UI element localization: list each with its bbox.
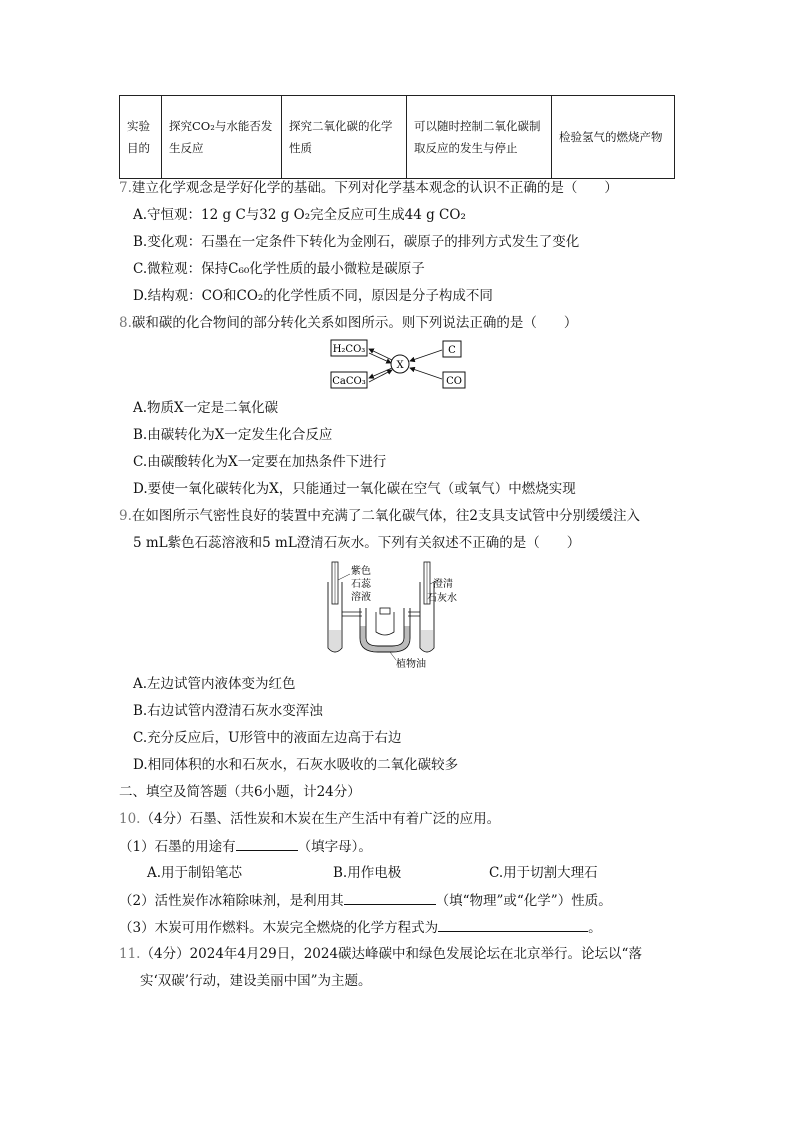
experiment-table xyxy=(119,95,675,179)
q8-option-d: D.要使一氧化碳转化为X，只能通过一氧化碳在空气（或氧气）中燃烧实现 xyxy=(133,481,576,497)
question-10-stem xyxy=(119,809,500,829)
q10-sub1-option-a: A.用于制铅笔芯 xyxy=(147,865,243,881)
table-cell-purpose-label: 实验目的 xyxy=(120,96,162,179)
q7-option-d: D.结构观：CO和CO₂的化学性质不同，原因是分子构成不同 xyxy=(133,288,493,304)
q10-sub3 xyxy=(119,917,602,938)
table-cell-1: 探究CO₂与水能否发生反应 xyxy=(162,96,282,179)
q10-sub1-option-c: C.用于切割大理石 xyxy=(489,865,598,881)
u-tube-apparatus-figure xyxy=(320,560,470,670)
q9-option-c: C.充分反应后，U形管中的液面左边高于右边 xyxy=(133,730,402,746)
q10-sub2 xyxy=(119,890,612,911)
table-cell-4: 检验氢气的燃烧产物 xyxy=(552,96,675,179)
question-8-stem xyxy=(119,313,577,333)
q10-sub2-blank[interactable] xyxy=(344,890,436,905)
table-cell-3: 可以随时控制二氧化碳制取反应的发生与停止 xyxy=(407,96,552,179)
q7-option-c: C.微粒观：保持C₆₀化学性质的最小微粒是碳原子 xyxy=(133,261,425,277)
question-7-text: 建立化学观念是学好化学的基础。下列对化学基本观念的认识不正确的是（ ） xyxy=(131,180,618,196)
arrow-caco3-to-x xyxy=(369,370,392,382)
label-limewater-2: 石灰水 xyxy=(427,593,457,604)
left-side-arm xyxy=(342,612,362,616)
arrow-co-to-x xyxy=(410,368,442,379)
arrow-c-to-x xyxy=(410,350,442,361)
question-11-text-1: （4分）2024年4月29日，2024碳达峰碳中和绿色发展论坛在北京举行。论坛以“落 xyxy=(140,946,642,962)
q10-sub1 xyxy=(119,836,372,857)
question-9-text-1: 在如图所示气密性良好的装置中充满了二氧化碳气体，往2支具支试管中分别缓缓注入 xyxy=(131,508,640,524)
label-litmus-1: 紫色 xyxy=(351,566,371,577)
q7-option-b: B.变化观：石墨在一定条件下转化为金刚石，碳原子的排列方式发生了变化 xyxy=(133,234,580,250)
question-7-number: 7. xyxy=(119,180,132,196)
q9-option-b: B.右边试管内澄清石灰水变浑浊 xyxy=(133,703,323,719)
label-vegetable-oil: 植物油 xyxy=(396,659,426,670)
q8-option-c: C.由碳酸转化为X一定要在加热条件下进行 xyxy=(133,454,387,470)
co-label: CO xyxy=(446,376,462,387)
caco3-label: CaCO₃ xyxy=(332,376,366,387)
question-11-text-2: 实‘双碳’行动，建设美丽中国”为主题。 xyxy=(140,973,372,989)
vegetable-oil xyxy=(361,626,410,652)
q9-option-a: A.左边试管内液体变为红色 xyxy=(133,676,296,692)
label-limewater-1: 澄清 xyxy=(433,579,453,590)
q8-option-b: B.由碳转化为X一定发生化合反应 xyxy=(133,427,333,443)
question-11-stem xyxy=(119,944,642,964)
question-10-number: 10. xyxy=(119,811,141,827)
q10-sub1-blank[interactable] xyxy=(236,836,298,851)
question-8-text: 碳和碳的化合物间的部分转化关系如图所示。则下列说法正确的是（ ） xyxy=(131,315,578,331)
table-cell-2: 探究二氧化碳的化学性质 xyxy=(282,96,407,179)
question-9-stem xyxy=(119,506,640,526)
q9-option-d: D.相同体积的水和石灰水，石灰水吸收的二氧化碳较多 xyxy=(133,757,459,773)
question-7-stem xyxy=(119,178,618,198)
q10-sub3-text: （3）木炭可用作燃料。木炭完全燃烧的化学方程式为 xyxy=(119,920,439,936)
section-2-title: 二、填空及简答题（共6小题，计24分） xyxy=(119,784,361,800)
question-10-text: （4分）石墨、活性炭和木炭在生产生活中有着广泛的应用。 xyxy=(140,811,501,827)
q10-sub1-text: （1）石墨的用途有 xyxy=(119,839,236,855)
carbon-conversion-diagram xyxy=(325,336,470,392)
q10-sub2-text: （2）活性炭作冰箱除味剂，是利用其 xyxy=(119,893,344,909)
question-8-number: 8. xyxy=(119,315,132,331)
q10-sub3-tail: 。 xyxy=(588,920,602,936)
question-11-number: 11. xyxy=(119,946,141,962)
q10-sub1-tail: （填字母）。 xyxy=(297,839,372,855)
q7-option-a: A.守恒观：12 g C与32 g O₂完全反应可生成44 g CO₂ xyxy=(133,207,466,223)
c-label: C xyxy=(448,345,456,356)
h2co3-label: H₂CO₃ xyxy=(332,344,366,355)
question-9-text-2: 5 mL紫色石蕊溶液和5 mL澄清石灰水。下列有关叙述不正确的是（ ） xyxy=(133,535,581,551)
q10-sub1-option-b: B.用作电极 xyxy=(333,865,402,881)
q10-sub3-blank[interactable] xyxy=(438,917,588,932)
arrow-x-to-caco3 xyxy=(369,368,392,378)
x-label: X xyxy=(396,360,404,371)
label-litmus-2: 石蕊 xyxy=(351,579,371,590)
q10-sub2-tail: （填“物理”或“化学”）性质。 xyxy=(435,893,612,909)
table-row xyxy=(120,96,675,179)
q8-option-a: A.物质X一定是二氧化碳 xyxy=(133,400,279,416)
label-litmus-3: 溶液 xyxy=(351,592,371,603)
question-9-number: 9. xyxy=(119,508,132,524)
